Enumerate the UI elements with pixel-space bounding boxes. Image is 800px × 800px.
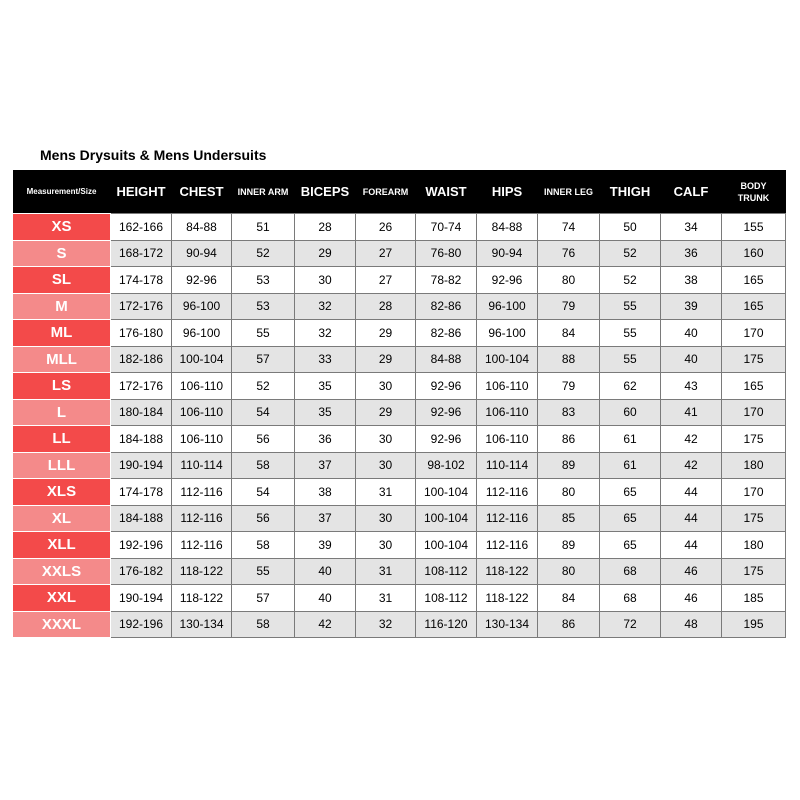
cell-hips: 130-134 <box>477 611 538 638</box>
cell-waist: 100-104 <box>416 505 477 532</box>
cell-calf: 40 <box>661 320 722 347</box>
cell-inner-arm: 52 <box>232 373 295 400</box>
cell-height: 176-182 <box>111 558 172 585</box>
cell-chest: 110-114 <box>172 452 232 479</box>
cell-chest: 106-110 <box>172 373 232 400</box>
cell-inner-leg: 80 <box>538 267 600 294</box>
cell-thigh: 72 <box>600 611 661 638</box>
cell-hips: 118-122 <box>477 558 538 585</box>
cell-height: 192-196 <box>111 532 172 559</box>
cell-forearm: 29 <box>356 399 416 426</box>
size-label: S <box>13 240 111 267</box>
cell-inner-arm: 54 <box>232 479 295 506</box>
cell-waist: 116-120 <box>416 611 477 638</box>
cell-biceps: 29 <box>295 240 356 267</box>
size-label: XXLS <box>13 558 111 585</box>
cell-body-trunk: 180 <box>722 532 786 559</box>
cell-thigh: 65 <box>600 479 661 506</box>
chart-title: Mens Drysuits & Mens Undersuits <box>40 147 267 163</box>
cell-biceps: 37 <box>295 452 356 479</box>
cell-chest: 92-96 <box>172 267 232 294</box>
size-chart-table <box>12 170 786 638</box>
size-label: MLL <box>13 346 111 373</box>
cell-biceps: 35 <box>295 399 356 426</box>
cell-thigh: 68 <box>600 558 661 585</box>
table-row <box>13 558 786 585</box>
cell-waist: 92-96 <box>416 399 477 426</box>
cell-chest: 106-110 <box>172 399 232 426</box>
cell-biceps: 32 <box>295 320 356 347</box>
cell-inner-leg: 88 <box>538 346 600 373</box>
cell-forearm: 30 <box>356 532 416 559</box>
cell-height: 184-188 <box>111 505 172 532</box>
cell-height: 184-188 <box>111 426 172 453</box>
cell-inner-leg: 80 <box>538 479 600 506</box>
cell-body-trunk: 180 <box>722 452 786 479</box>
cell-waist: 70-74 <box>416 214 477 241</box>
cell-body-trunk: 175 <box>722 346 786 373</box>
table-row <box>13 585 786 612</box>
cell-inner-arm: 55 <box>232 320 295 347</box>
cell-thigh: 55 <box>600 346 661 373</box>
header-row <box>13 170 786 214</box>
cell-calf: 36 <box>661 240 722 267</box>
cell-body-trunk: 165 <box>722 293 786 320</box>
cell-hips: 84-88 <box>477 214 538 241</box>
cell-height: 168-172 <box>111 240 172 267</box>
cell-chest: 100-104 <box>172 346 232 373</box>
cell-thigh: 60 <box>600 399 661 426</box>
header-waist: WAIST <box>416 170 477 214</box>
cell-calf: 43 <box>661 373 722 400</box>
cell-forearm: 29 <box>356 346 416 373</box>
cell-inner-leg: 74 <box>538 214 600 241</box>
cell-inner-leg: 86 <box>538 426 600 453</box>
cell-body-trunk: 170 <box>722 320 786 347</box>
cell-forearm: 30 <box>356 505 416 532</box>
cell-inner-arm: 58 <box>232 611 295 638</box>
cell-forearm: 26 <box>356 214 416 241</box>
size-label: LLL <box>13 452 111 479</box>
table-row <box>13 426 786 453</box>
header-body-trunk-line-2: TRUNK <box>737 192 770 203</box>
size-label: XXXL <box>13 611 111 638</box>
cell-waist: 100-104 <box>416 532 477 559</box>
cell-biceps: 28 <box>295 214 356 241</box>
cell-calf: 34 <box>661 214 722 241</box>
cell-biceps: 40 <box>295 558 356 585</box>
cell-hips: 106-110 <box>477 373 538 400</box>
cell-hips: 106-110 <box>477 426 538 453</box>
table-row <box>13 399 786 426</box>
cell-forearm: 29 <box>356 320 416 347</box>
cell-chest: 112-116 <box>172 505 232 532</box>
cell-inner-arm: 53 <box>232 293 295 320</box>
cell-thigh: 68 <box>600 585 661 612</box>
cell-height: 174-178 <box>111 479 172 506</box>
cell-calf: 44 <box>661 505 722 532</box>
cell-forearm: 28 <box>356 293 416 320</box>
cell-calf: 41 <box>661 399 722 426</box>
header-thigh: THIGH <box>600 170 661 214</box>
cell-inner-leg: 85 <box>538 505 600 532</box>
cell-forearm: 27 <box>356 240 416 267</box>
cell-inner-arm: 56 <box>232 505 295 532</box>
size-label: XLS <box>13 479 111 506</box>
cell-hips: 112-116 <box>477 532 538 559</box>
cell-hips: 112-116 <box>477 505 538 532</box>
table-row <box>13 532 786 559</box>
table-row <box>13 320 786 347</box>
cell-waist: 92-96 <box>416 426 477 453</box>
cell-biceps: 32 <box>295 293 356 320</box>
cell-height: 162-166 <box>111 214 172 241</box>
cell-height: 180-184 <box>111 399 172 426</box>
cell-chest: 112-116 <box>172 532 232 559</box>
header-inner-leg: INNER LEG <box>538 170 600 214</box>
cell-waist: 100-104 <box>416 479 477 506</box>
cell-chest: 130-134 <box>172 611 232 638</box>
size-label: XXL <box>13 585 111 612</box>
cell-hips: 92-96 <box>477 267 538 294</box>
cell-calf: 48 <box>661 611 722 638</box>
header-height: HEIGHT <box>111 170 172 214</box>
cell-body-trunk: 185 <box>722 585 786 612</box>
cell-chest: 118-122 <box>172 585 232 612</box>
cell-thigh: 55 <box>600 293 661 320</box>
table-row <box>13 240 786 267</box>
cell-waist: 98-102 <box>416 452 477 479</box>
cell-height: 172-176 <box>111 293 172 320</box>
cell-height: 190-194 <box>111 585 172 612</box>
cell-height: 192-196 <box>111 611 172 638</box>
cell-chest: 118-122 <box>172 558 232 585</box>
cell-body-trunk: 175 <box>722 505 786 532</box>
cell-inner-arm: 57 <box>232 585 295 612</box>
cell-inner-arm: 58 <box>232 452 295 479</box>
cell-thigh: 52 <box>600 240 661 267</box>
cell-biceps: 33 <box>295 346 356 373</box>
header-forearm: FOREARM <box>356 170 416 214</box>
cell-body-trunk: 175 <box>722 558 786 585</box>
header-calf: CALF <box>661 170 722 214</box>
header-measurement-size: Measurement/Size <box>13 170 111 214</box>
cell-inner-leg: 79 <box>538 373 600 400</box>
cell-calf: 42 <box>661 426 722 453</box>
cell-hips: 118-122 <box>477 585 538 612</box>
cell-chest: 84-88 <box>172 214 232 241</box>
cell-body-trunk: 170 <box>722 399 786 426</box>
cell-inner-leg: 79 <box>538 293 600 320</box>
cell-inner-leg: 76 <box>538 240 600 267</box>
header-biceps: BICEPS <box>295 170 356 214</box>
cell-biceps: 35 <box>295 373 356 400</box>
size-label: LL <box>13 426 111 453</box>
cell-waist: 82-86 <box>416 320 477 347</box>
cell-inner-arm: 57 <box>232 346 295 373</box>
header-inner-arm: INNER ARM <box>232 170 295 214</box>
size-label: XS <box>13 214 111 241</box>
cell-waist: 108-112 <box>416 585 477 612</box>
cell-hips: 96-100 <box>477 293 538 320</box>
cell-thigh: 62 <box>600 373 661 400</box>
cell-body-trunk: 195 <box>722 611 786 638</box>
cell-waist: 84-88 <box>416 346 477 373</box>
cell-calf: 46 <box>661 585 722 612</box>
cell-chest: 106-110 <box>172 426 232 453</box>
cell-chest: 90-94 <box>172 240 232 267</box>
cell-body-trunk: 175 <box>722 426 786 453</box>
cell-calf: 46 <box>661 558 722 585</box>
cell-calf: 40 <box>661 346 722 373</box>
cell-inner-arm: 53 <box>232 267 295 294</box>
cell-thigh: 61 <box>600 452 661 479</box>
cell-waist: 82-86 <box>416 293 477 320</box>
cell-forearm: 31 <box>356 558 416 585</box>
cell-inner-arm: 56 <box>232 426 295 453</box>
table-body <box>13 214 786 638</box>
cell-thigh: 65 <box>600 505 661 532</box>
cell-inner-leg: 89 <box>538 532 600 559</box>
cell-body-trunk: 170 <box>722 479 786 506</box>
table-row <box>13 452 786 479</box>
cell-waist: 92-96 <box>416 373 477 400</box>
table-row <box>13 373 786 400</box>
size-label: L <box>13 399 111 426</box>
cell-inner-leg: 86 <box>538 611 600 638</box>
header-body-trunk-line-1: BODY <box>740 180 767 191</box>
cell-body-trunk: 155 <box>722 214 786 241</box>
size-label: XLL <box>13 532 111 559</box>
cell-biceps: 30 <box>295 267 356 294</box>
cell-waist: 76-80 <box>416 240 477 267</box>
cell-body-trunk: 165 <box>722 373 786 400</box>
table-row <box>13 346 786 373</box>
cell-biceps: 37 <box>295 505 356 532</box>
cell-calf: 42 <box>661 452 722 479</box>
cell-inner-leg: 84 <box>538 585 600 612</box>
table-row <box>13 214 786 241</box>
cell-body-trunk: 165 <box>722 267 786 294</box>
cell-forearm: 31 <box>356 479 416 506</box>
cell-hips: 106-110 <box>477 399 538 426</box>
size-label: LS <box>13 373 111 400</box>
cell-waist: 108-112 <box>416 558 477 585</box>
cell-forearm: 31 <box>356 585 416 612</box>
cell-height: 182-186 <box>111 346 172 373</box>
cell-waist: 78-82 <box>416 267 477 294</box>
cell-chest: 96-100 <box>172 293 232 320</box>
cell-forearm: 27 <box>356 267 416 294</box>
cell-chest: 112-116 <box>172 479 232 506</box>
table-row <box>13 505 786 532</box>
cell-biceps: 36 <box>295 426 356 453</box>
cell-thigh: 61 <box>600 426 661 453</box>
cell-height: 174-178 <box>111 267 172 294</box>
cell-inner-arm: 58 <box>232 532 295 559</box>
size-label: ML <box>13 320 111 347</box>
cell-inner-arm: 55 <box>232 558 295 585</box>
cell-inner-leg: 83 <box>538 399 600 426</box>
header-body-trunk <box>722 170 786 214</box>
cell-height: 176-180 <box>111 320 172 347</box>
cell-biceps: 40 <box>295 585 356 612</box>
cell-forearm: 32 <box>356 611 416 638</box>
header-hips: HIPS <box>477 170 538 214</box>
cell-forearm: 30 <box>356 426 416 453</box>
cell-height: 172-176 <box>111 373 172 400</box>
table-row <box>13 611 786 638</box>
table-row <box>13 479 786 506</box>
cell-height: 190-194 <box>111 452 172 479</box>
cell-calf: 44 <box>661 479 722 506</box>
cell-hips: 96-100 <box>477 320 538 347</box>
cell-calf: 44 <box>661 532 722 559</box>
size-label: SL <box>13 267 111 294</box>
cell-hips: 112-116 <box>477 479 538 506</box>
size-label: M <box>13 293 111 320</box>
cell-calf: 38 <box>661 267 722 294</box>
cell-inner-arm: 52 <box>232 240 295 267</box>
table-row <box>13 293 786 320</box>
cell-hips: 100-104 <box>477 346 538 373</box>
cell-inner-arm: 51 <box>232 214 295 241</box>
table-row <box>13 267 786 294</box>
cell-forearm: 30 <box>356 452 416 479</box>
cell-calf: 39 <box>661 293 722 320</box>
cell-thigh: 65 <box>600 532 661 559</box>
cell-thigh: 50 <box>600 214 661 241</box>
cell-inner-leg: 84 <box>538 320 600 347</box>
cell-chest: 96-100 <box>172 320 232 347</box>
cell-forearm: 30 <box>356 373 416 400</box>
cell-biceps: 39 <box>295 532 356 559</box>
header-chest: CHEST <box>172 170 232 214</box>
cell-hips: 90-94 <box>477 240 538 267</box>
cell-thigh: 55 <box>600 320 661 347</box>
cell-inner-leg: 80 <box>538 558 600 585</box>
cell-inner-leg: 89 <box>538 452 600 479</box>
cell-biceps: 42 <box>295 611 356 638</box>
cell-body-trunk: 160 <box>722 240 786 267</box>
cell-biceps: 38 <box>295 479 356 506</box>
cell-hips: 110-114 <box>477 452 538 479</box>
cell-inner-arm: 54 <box>232 399 295 426</box>
cell-thigh: 52 <box>600 267 661 294</box>
size-label: XL <box>13 505 111 532</box>
